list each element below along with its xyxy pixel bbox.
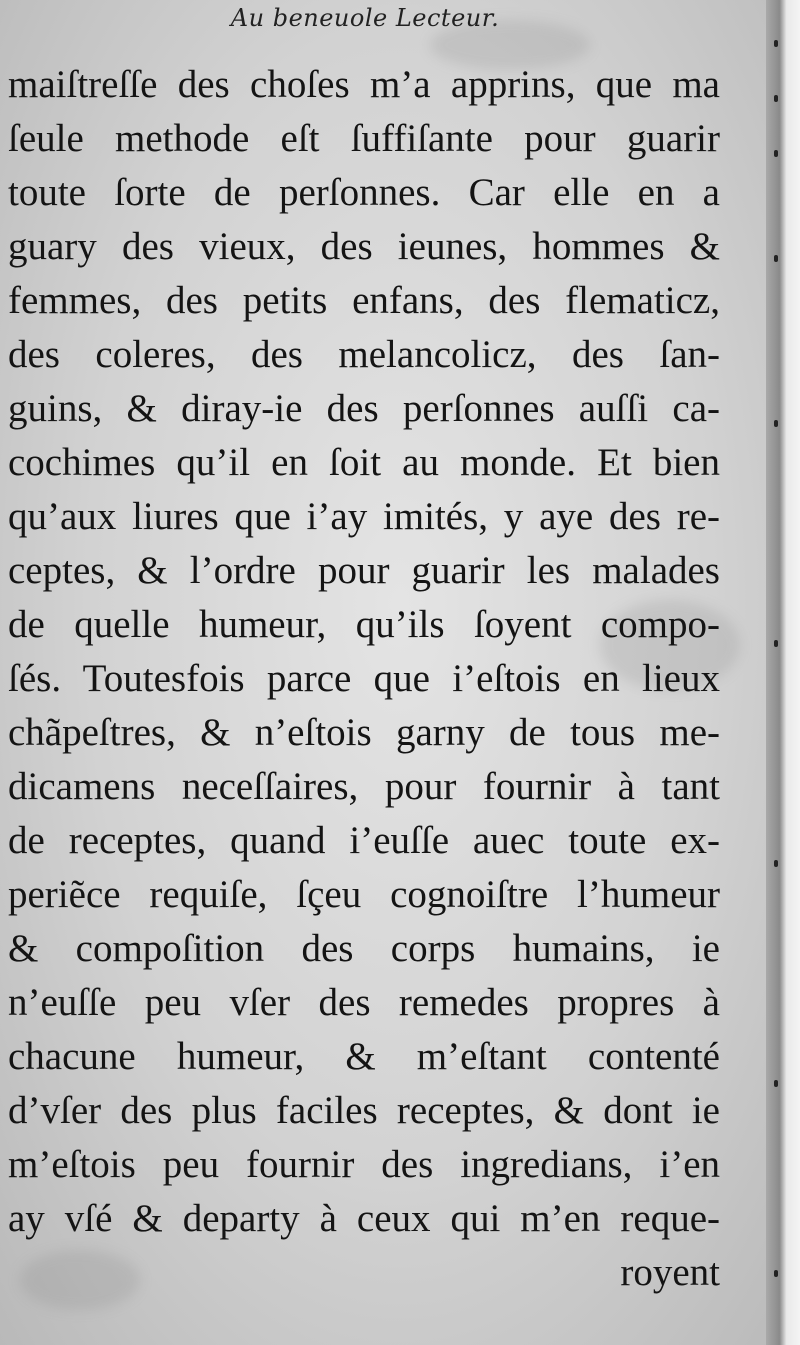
- text-line: des coleres, des melancolicz, des ſan-: [8, 333, 720, 376]
- text-line: femmes, des petits enfans, des flematicz,: [8, 279, 720, 322]
- text-line: m’eſtois peu fournir des ingredians, i’en: [8, 1143, 720, 1186]
- text-line: chãpeſtres, & n’eſtois garny de tous me-: [8, 711, 720, 754]
- text-line: dicamens neceſſaires, pour fournir à tant: [8, 765, 720, 808]
- binding-marks: [774, 40, 780, 1320]
- text-line: guary des vieux, des ieunes, hommes &: [8, 225, 720, 268]
- text-line: d’vſer des plus faciles receptes, & dont ie: [8, 1089, 720, 1132]
- text-line: ſés. Toutesfois parce que i’eſtois en lieux: [8, 657, 720, 700]
- text-line: ſeule methode eſt ſuffiſante pour guarir: [8, 117, 720, 160]
- catchword: royent: [620, 1251, 720, 1294]
- text-line: maiſtreſſe des choſes m’a apprins, que ma: [8, 63, 720, 106]
- text-line: & compoſition des corps humains, ie: [8, 927, 720, 970]
- text-line: de receptes, quand i’euſſe auec toute ex-: [8, 819, 720, 862]
- text-line: chacune humeur, & m’eſtant contenté: [8, 1035, 720, 1078]
- text-line: periẽce requiſe, ſçeu cognoiſtre l’humeur: [8, 873, 720, 916]
- running-header: Au beneuole Lecteur.: [230, 4, 500, 32]
- text-line: cochimes qu’il en ſoit au monde. Et bien: [8, 441, 720, 484]
- text-line: qu’aux liures que i’ay imités, y aye des re-: [8, 495, 720, 538]
- text-line: de quelle humeur, qu’ils ſoyent compo-: [8, 603, 720, 646]
- text-line: n’euſſe peu vſer des remedes propres à: [8, 981, 720, 1024]
- text-line: ay vſé & departy à ceux qui m’en reque-: [8, 1197, 720, 1240]
- text-line: toute ſorte de perſonnes. Car elle en a: [8, 171, 720, 214]
- text-line: ceptes, & l’ordre pour guarir les malades: [8, 549, 720, 592]
- page-edge: [766, 0, 800, 1345]
- text-line: guins, & diray-ie des perſonnes auſſi ca-: [8, 387, 720, 430]
- body-text: [8, 58, 720, 1300]
